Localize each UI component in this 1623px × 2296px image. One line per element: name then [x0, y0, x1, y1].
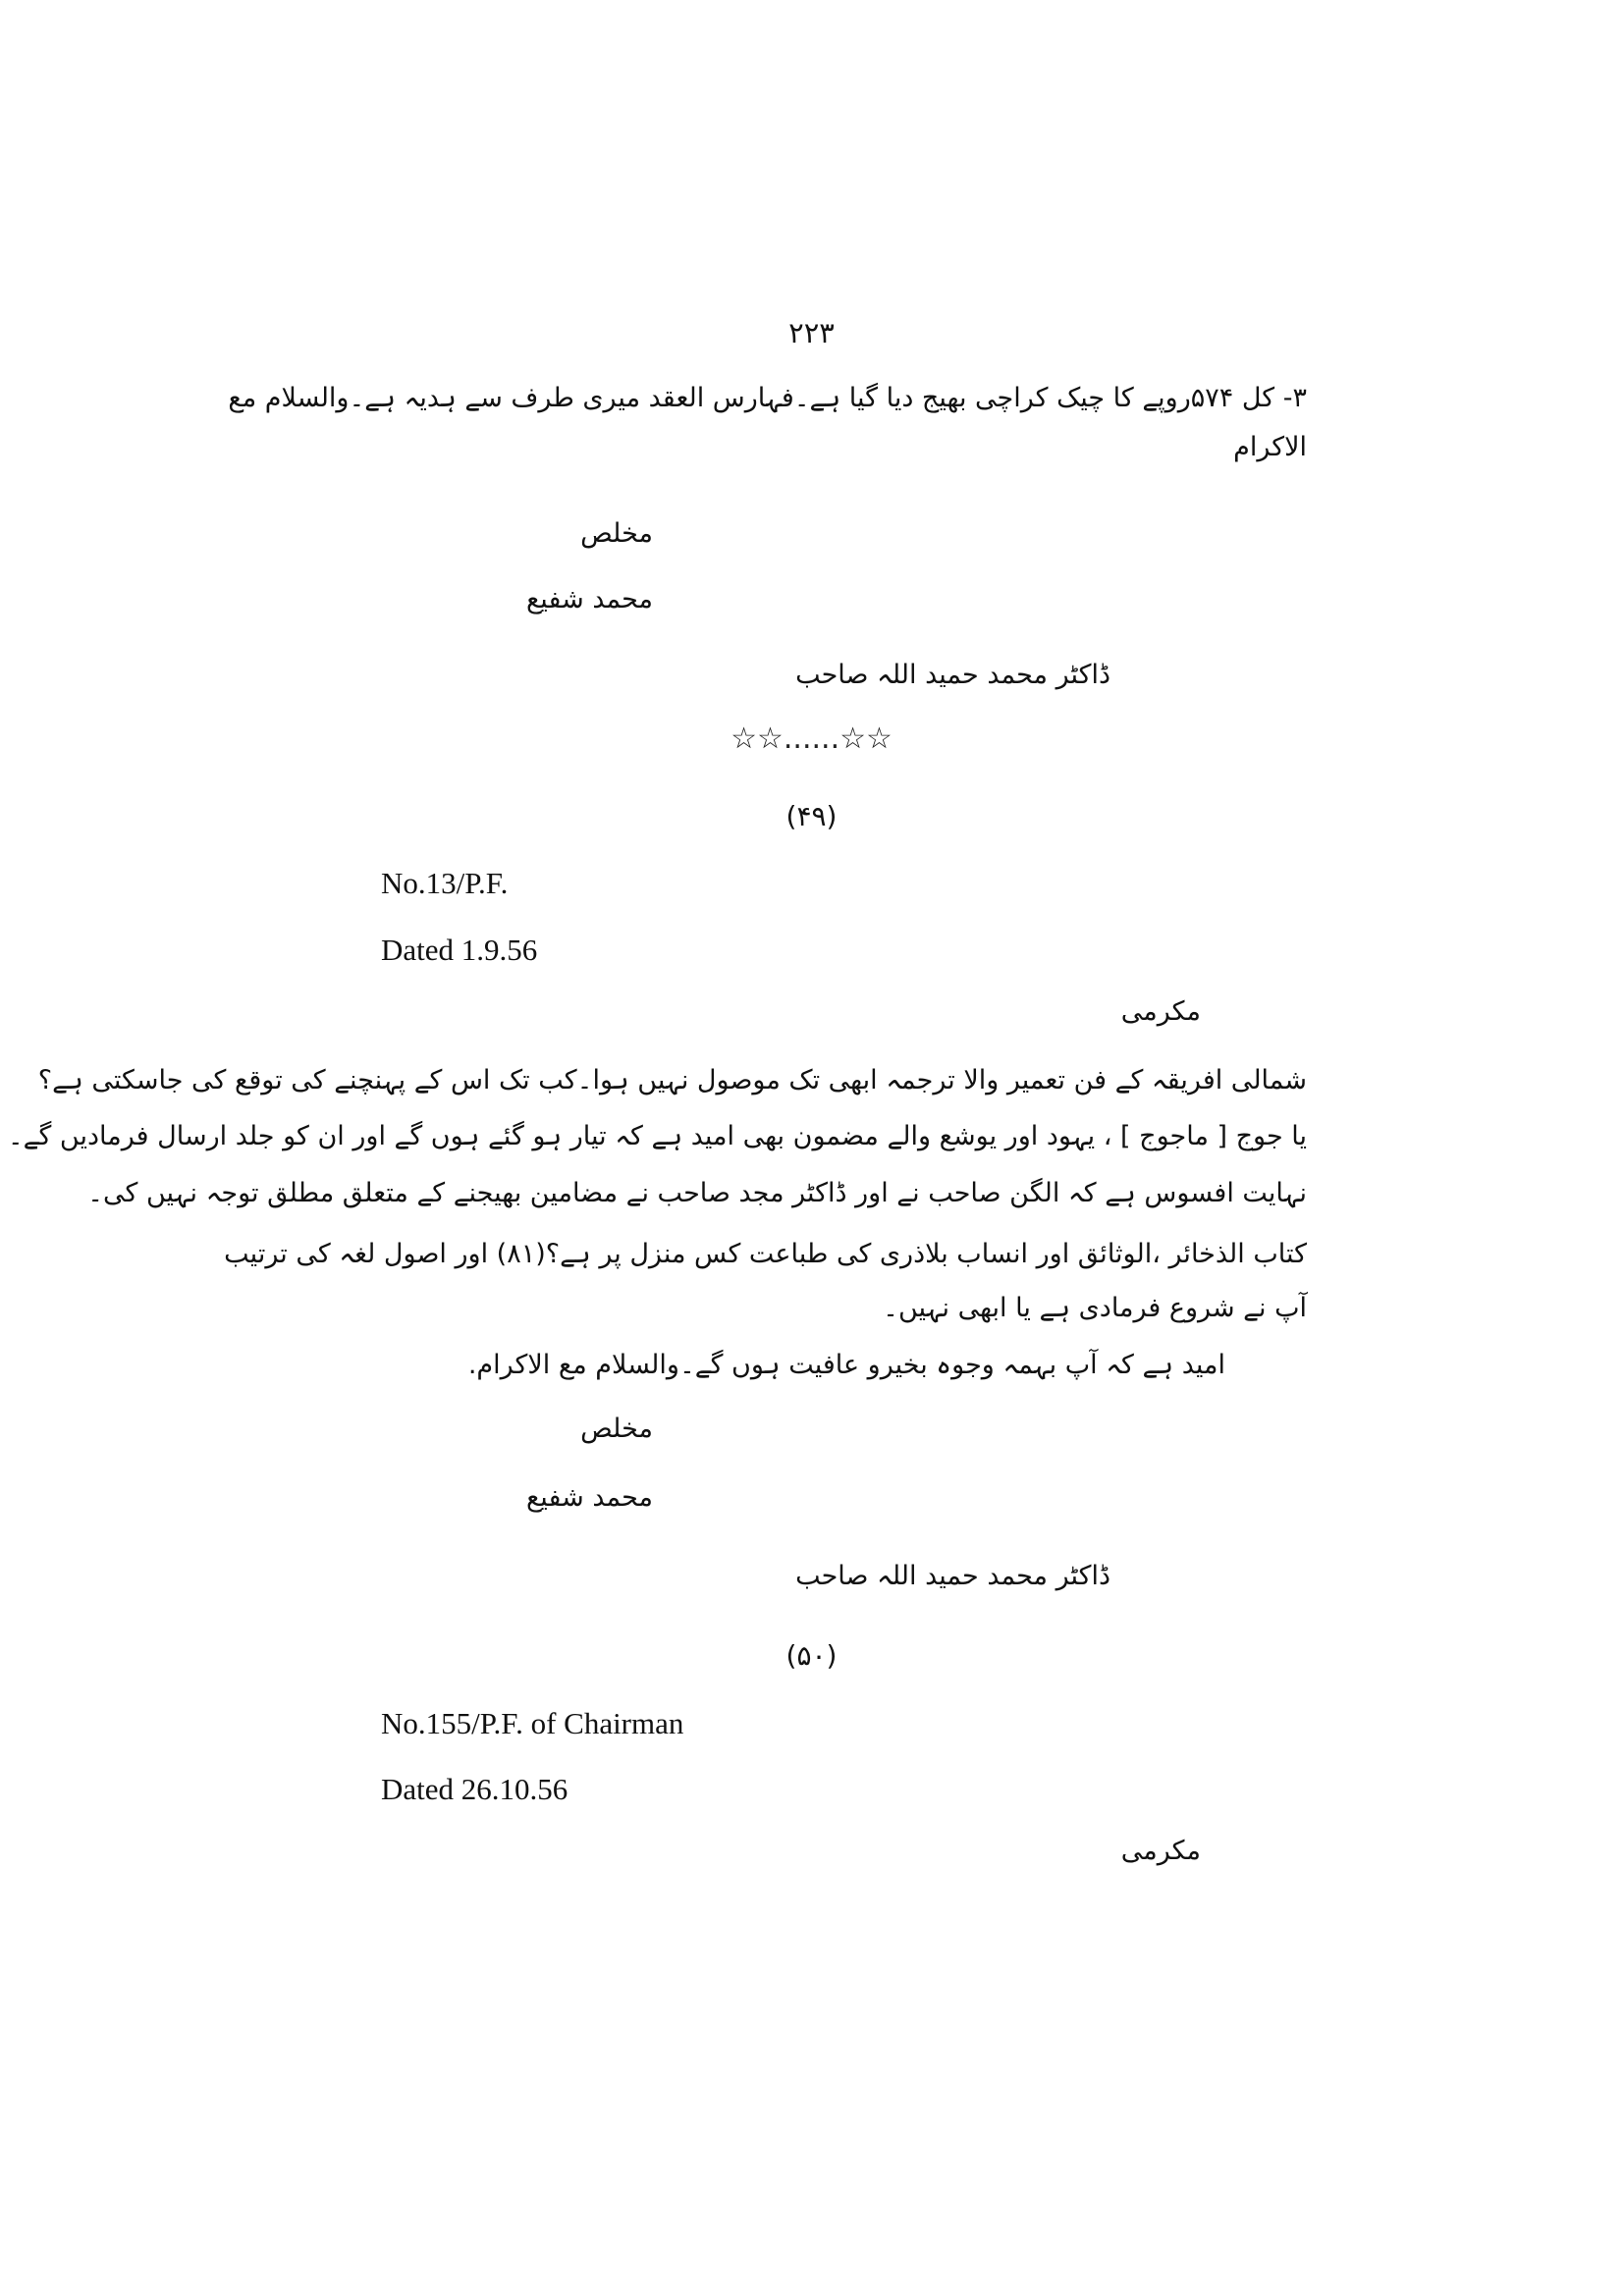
addressee: ڈاکٹر محمد حمید اللہ صاحب — [795, 660, 1110, 690]
paragraph-line: الاکرام — [1233, 432, 1307, 462]
letter-number: (۵۰) — [785, 1639, 838, 1672]
signature: محمد شفیع — [525, 584, 653, 614]
separator-stars: ☆☆......☆☆ — [730, 721, 893, 756]
salutation: مکرمی — [1120, 996, 1201, 1027]
paragraph-line: آپ نے شروع فرمادی ہے یا ابھی نہیں۔ — [883, 1293, 1307, 1323]
paragraph-line: یا جوج [ ماجوج ] ، یہود اور یوشع والے مضمون بھی امید ہے کہ تیار ہو گئے ہوں گے اور ان کو جلد ارسال فرمادیں گے۔ — [7, 1121, 1307, 1151]
closing: مخلص — [580, 518, 653, 549]
letter-number: (۴۹) — [785, 800, 838, 832]
closing: مخلص — [580, 1414, 653, 1444]
letter-date: Dated 1.9.56 — [381, 933, 538, 967]
salutation: مکرمی — [1120, 1836, 1201, 1866]
letter-reference: No.155/P.F. of Chairman — [381, 1706, 684, 1740]
paragraph-line: شمالی افریقہ کے فن تعمیر والا ترجمہ ابھی تک موصول نہیں ہوا۔کب تک اس کے پہنچنے کی توقع کی جاسکتی ہے؟ — [37, 1065, 1307, 1095]
letter-date: Dated 26.10.56 — [381, 1772, 568, 1806]
letter-reference: No.13/P.F. — [381, 866, 509, 900]
page-number: ۲۲۳ — [788, 316, 835, 349]
addressee: ڈاکٹر محمد حمید اللہ صاحب — [795, 1561, 1110, 1591]
paragraph-line: ۳- کل ۵۷۴روپے کا چیک کراچی بھیج دیا گیا ہے۔فہارس العقد میری طرف سے ہدیہ ہے۔والسلام مع — [228, 383, 1307, 413]
paragraph-line: نہایت افسوس ہے کہ الگن صاحب نے اور ڈاکٹر مجد صاحب نے مضامین بھیجنے کے متعلق مطلق توجہ نہیں کی۔ — [87, 1178, 1307, 1208]
signature: محمد شفیع — [525, 1482, 653, 1513]
paragraph-line: کتاب الذخائر ،الوثائق اور انساب بلاذری کی طباعت کس منزل پر ہے؟(۸۱) اور اصول لغہ کی ترتیب — [224, 1239, 1307, 1269]
paragraph-line: امید ہے کہ آپ بہمہ وجوہ بخیرو عافیت ہوں گے۔والسلام مع الاکرام. — [467, 1350, 1225, 1380]
